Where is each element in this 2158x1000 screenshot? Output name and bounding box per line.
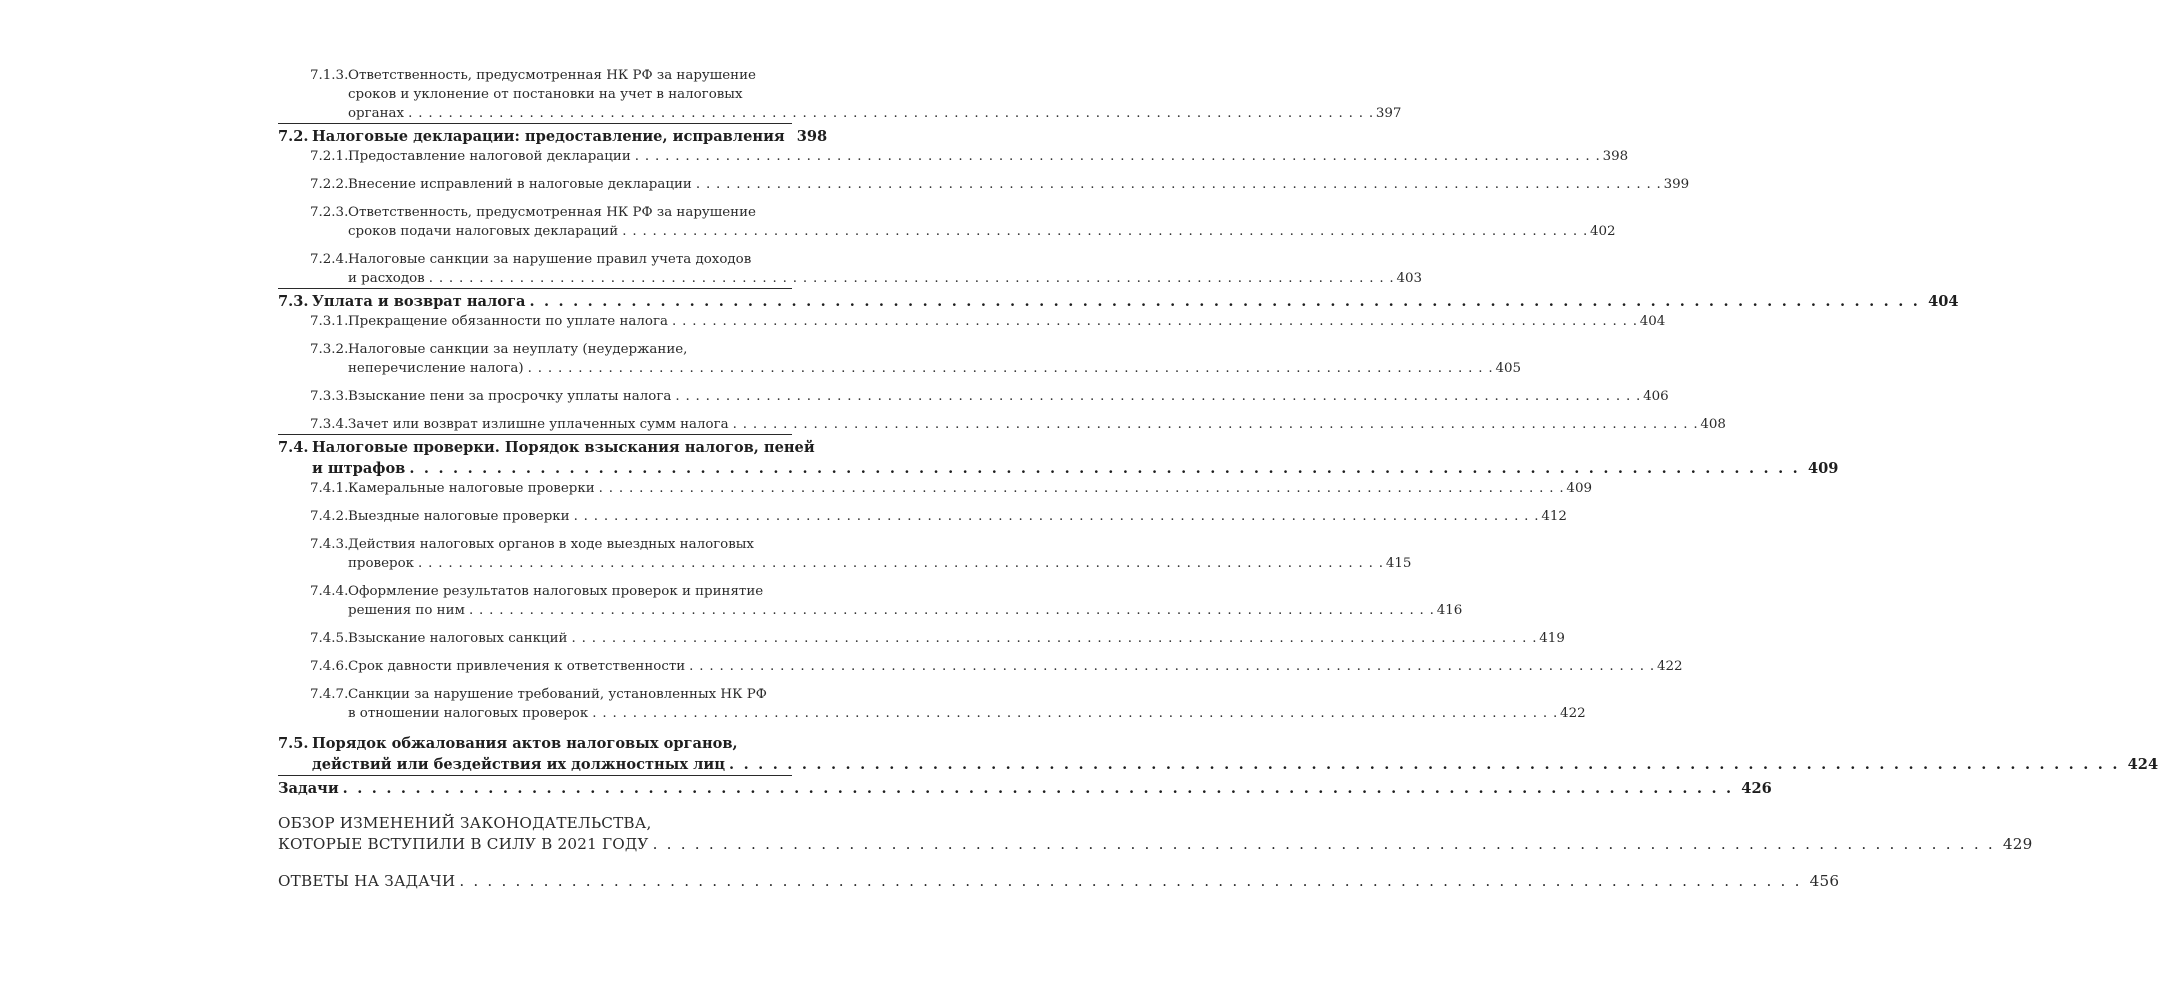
entry-number: 7.2.: [278, 128, 309, 145]
entry-title-line-2: и штрафов: [312, 460, 406, 477]
dot-leader: [635, 147, 1601, 166]
entry-title-line-1: Налоговые санкции за неуплату (неудержание,: [348, 342, 688, 357]
entry-number: 7.4.6.: [310, 659, 349, 674]
page-number: 398: [1602, 149, 1629, 164]
entry-title-line-2: сроков подачи налоговых деклараций: [348, 224, 619, 239]
entry-title-line-1: Санкции за нарушение требований, установленных НК РФ: [348, 687, 767, 702]
toc-entry-7-2-4[interactable]: [278, 250, 1423, 288]
dot-leader: [599, 479, 1565, 498]
dot-leader: [653, 834, 1995, 855]
entry-title-line-2: действий или бездействия их должностных лиц: [312, 756, 726, 773]
dot-leader: [689, 657, 1655, 676]
page-number: 415: [1385, 556, 1412, 571]
entry-number: 7.4.2.: [310, 509, 349, 524]
entry-title: Задачи: [278, 780, 339, 797]
page-number: 409: [1807, 460, 1839, 477]
page-number: 424: [2127, 756, 2158, 773]
page-number: 408: [1700, 417, 1726, 432]
entry-title-line-1: Порядок обжалования актов налоговых органов,: [312, 735, 738, 752]
entry-number: 7.2.1.: [310, 149, 349, 164]
toc-entry-7-5[interactable]: [278, 733, 2158, 775]
toc-entry-7-3-4[interactable]: [278, 415, 1726, 434]
dot-leader: [592, 704, 1558, 723]
entry-title-line-1: Налоговые санкции за нарушение правил учета доходов: [348, 252, 752, 267]
toc-entry-7-4-5[interactable]: [278, 629, 1565, 648]
toc-entry-7-3-3[interactable]: [278, 387, 1669, 406]
toc-entry-7-4-6[interactable]: [278, 657, 1683, 676]
page-number: 412: [1541, 509, 1567, 524]
toc-entry-law-changes-review[interactable]: [278, 813, 2033, 855]
entry-number: 7.2.2.: [310, 177, 349, 192]
dot-leader: [409, 458, 1800, 479]
entry-title: Взыскание налоговых санкций: [348, 631, 568, 646]
dot-leader: [672, 312, 1638, 331]
dot-leader: [696, 175, 1662, 194]
page-number: 456: [1809, 872, 1840, 890]
entry-title: Выездные налоговые проверки: [348, 509, 570, 524]
page-number: 405: [1495, 361, 1521, 376]
page-number: 404: [1639, 314, 1666, 329]
toc-entry-7-4-3[interactable]: [278, 535, 1412, 573]
entry-title-line-2: проверок: [348, 556, 415, 571]
entry-title-line-1: Действия налоговых органов в ходе выездных налоговых: [348, 537, 754, 552]
entry-title-line-2: КОТОРЫЕ ВСТУПИЛИ В СИЛУ В 2021 ГОДУ: [278, 835, 649, 853]
entry-number: 7.2.3.: [310, 205, 349, 220]
entry-title-line-1: Ответственность, предусмотренная НК РФ за нарушение: [348, 205, 756, 220]
entry-title-line-2: в отношении налоговых проверок: [348, 706, 589, 721]
entry-title-line-2: неперечисление налога): [348, 361, 524, 376]
toc-entry-7-4-1[interactable]: [278, 479, 1592, 498]
table-of-contents: [278, 66, 2158, 892]
page-number: 422: [1656, 659, 1683, 674]
page-number: 399: [1663, 177, 1690, 192]
entry-number: 7.3.2.: [310, 342, 349, 357]
entry-number: 7.4.7.: [310, 687, 349, 702]
dot-leader: [571, 629, 1537, 648]
entry-title-line-1: Оформление результатов налоговых проверок и принятие: [348, 584, 764, 599]
entry-title-line-1: Ответственность, предусмотренная НК РФ за нарушение: [348, 68, 756, 83]
entry-title: Предоставление налоговой декларации: [348, 149, 631, 164]
dot-leader: [729, 754, 2120, 775]
page-number: 397: [1375, 106, 1402, 121]
entry-title: ОТВЕТЫ НА ЗАДАЧИ: [278, 872, 456, 890]
toc-entry-7-1-3[interactable]: [278, 66, 1402, 123]
toc-entry-7-4[interactable]: [278, 437, 1839, 479]
entry-number: 7.3.3.: [310, 389, 349, 404]
entry-number: 7.3.4.: [310, 417, 349, 432]
toc-entry-7-3[interactable]: [278, 291, 1959, 312]
page-number: 403: [1396, 271, 1423, 286]
entry-title-line-1: Налоговые проверки. Порядок взыскания налогов, пеней: [312, 439, 815, 456]
page-number: 409: [1566, 481, 1592, 496]
entry-number: 7.4.5.: [310, 631, 349, 646]
entry-title: Камеральные налоговые проверки: [348, 481, 595, 496]
dot-leader: [459, 871, 1801, 892]
entry-number: 7.4.3.: [310, 537, 349, 552]
page-number: 406: [1643, 389, 1669, 404]
page-number: 422: [1560, 706, 1586, 721]
page-number: 398: [796, 128, 828, 145]
page-number: 429: [2002, 835, 2033, 853]
entry-title-line-1: ОБЗОР ИЗМЕНЕНИЙ ЗАКОНОДАТЕЛЬСТВА,: [278, 814, 652, 832]
entry-number: 7.5.: [278, 735, 309, 752]
entry-number: 7.3.: [278, 293, 309, 310]
dot-leader: [343, 778, 1734, 799]
entry-title: Взыскание пени за просрочку уплаты налога: [348, 389, 672, 404]
entry-title: Уплата и возврат налога: [312, 293, 526, 310]
toc-entry-answers[interactable]: [278, 871, 1840, 892]
entry-number: 7.1.3.: [310, 68, 349, 83]
entry-number: 7.4.1.: [310, 481, 349, 496]
page-number: 402: [1590, 224, 1616, 239]
entry-title-line-2: решения по ним: [348, 603, 465, 618]
page-number: 404: [1928, 293, 1959, 310]
toc-entry-tasks[interactable]: [278, 778, 1772, 799]
entry-number: 7.3.1.: [310, 314, 349, 329]
dot-leader: [469, 601, 1435, 620]
toc-entry-7-2-3[interactable]: [278, 203, 1616, 241]
toc-entry-7-3-1[interactable]: [278, 312, 1666, 331]
entry-number: 7.4.4.: [310, 584, 349, 599]
toc-entry-7-2-1[interactable]: [278, 147, 1629, 166]
entry-number: 7.4.: [278, 439, 309, 456]
dot-leader: [429, 269, 1395, 288]
toc-entry-7-4-4[interactable]: [278, 582, 1463, 620]
page-number: 426: [1741, 780, 1772, 797]
entry-title-line-3: органах: [348, 106, 405, 121]
entry-title: Внесение исправлений в налоговые декларации: [348, 177, 692, 192]
dot-leader: [675, 387, 1641, 406]
page-number: 416: [1436, 603, 1463, 618]
dot-leader: [574, 507, 1540, 526]
entry-title-line-2: и расходов: [348, 271, 425, 286]
dot-leader: [408, 104, 1374, 123]
entry-title-line-2: сроков и уклонение от постановки на учет в налоговых: [348, 87, 743, 102]
entry-title: Налоговые декларации: предоставление, исправления: [312, 128, 785, 145]
entry-title: Зачет или возврат излишне уплаченных сумм налога: [348, 417, 729, 432]
toc-entry-7-3-2[interactable]: [278, 340, 1521, 378]
entry-title: Прекращение обязанности по уплате налога: [348, 314, 668, 329]
toc-entry-7-4-2[interactable]: [278, 507, 1567, 526]
toc-entry-7-2[interactable]: [278, 126, 828, 147]
dot-leader: [528, 359, 1494, 378]
toc-entry-7-2-2[interactable]: [278, 175, 1690, 194]
toc-entry-7-4-7[interactable]: [278, 685, 1586, 723]
entry-title: Срок давности привлечения к ответственности: [348, 659, 686, 674]
dot-leader: [418, 554, 1384, 573]
page-number: 419: [1539, 631, 1565, 646]
dot-leader: [529, 291, 1920, 312]
dot-leader: [622, 222, 1588, 241]
entry-number: 7.2.4.: [310, 252, 349, 267]
dot-leader: [733, 415, 1699, 434]
